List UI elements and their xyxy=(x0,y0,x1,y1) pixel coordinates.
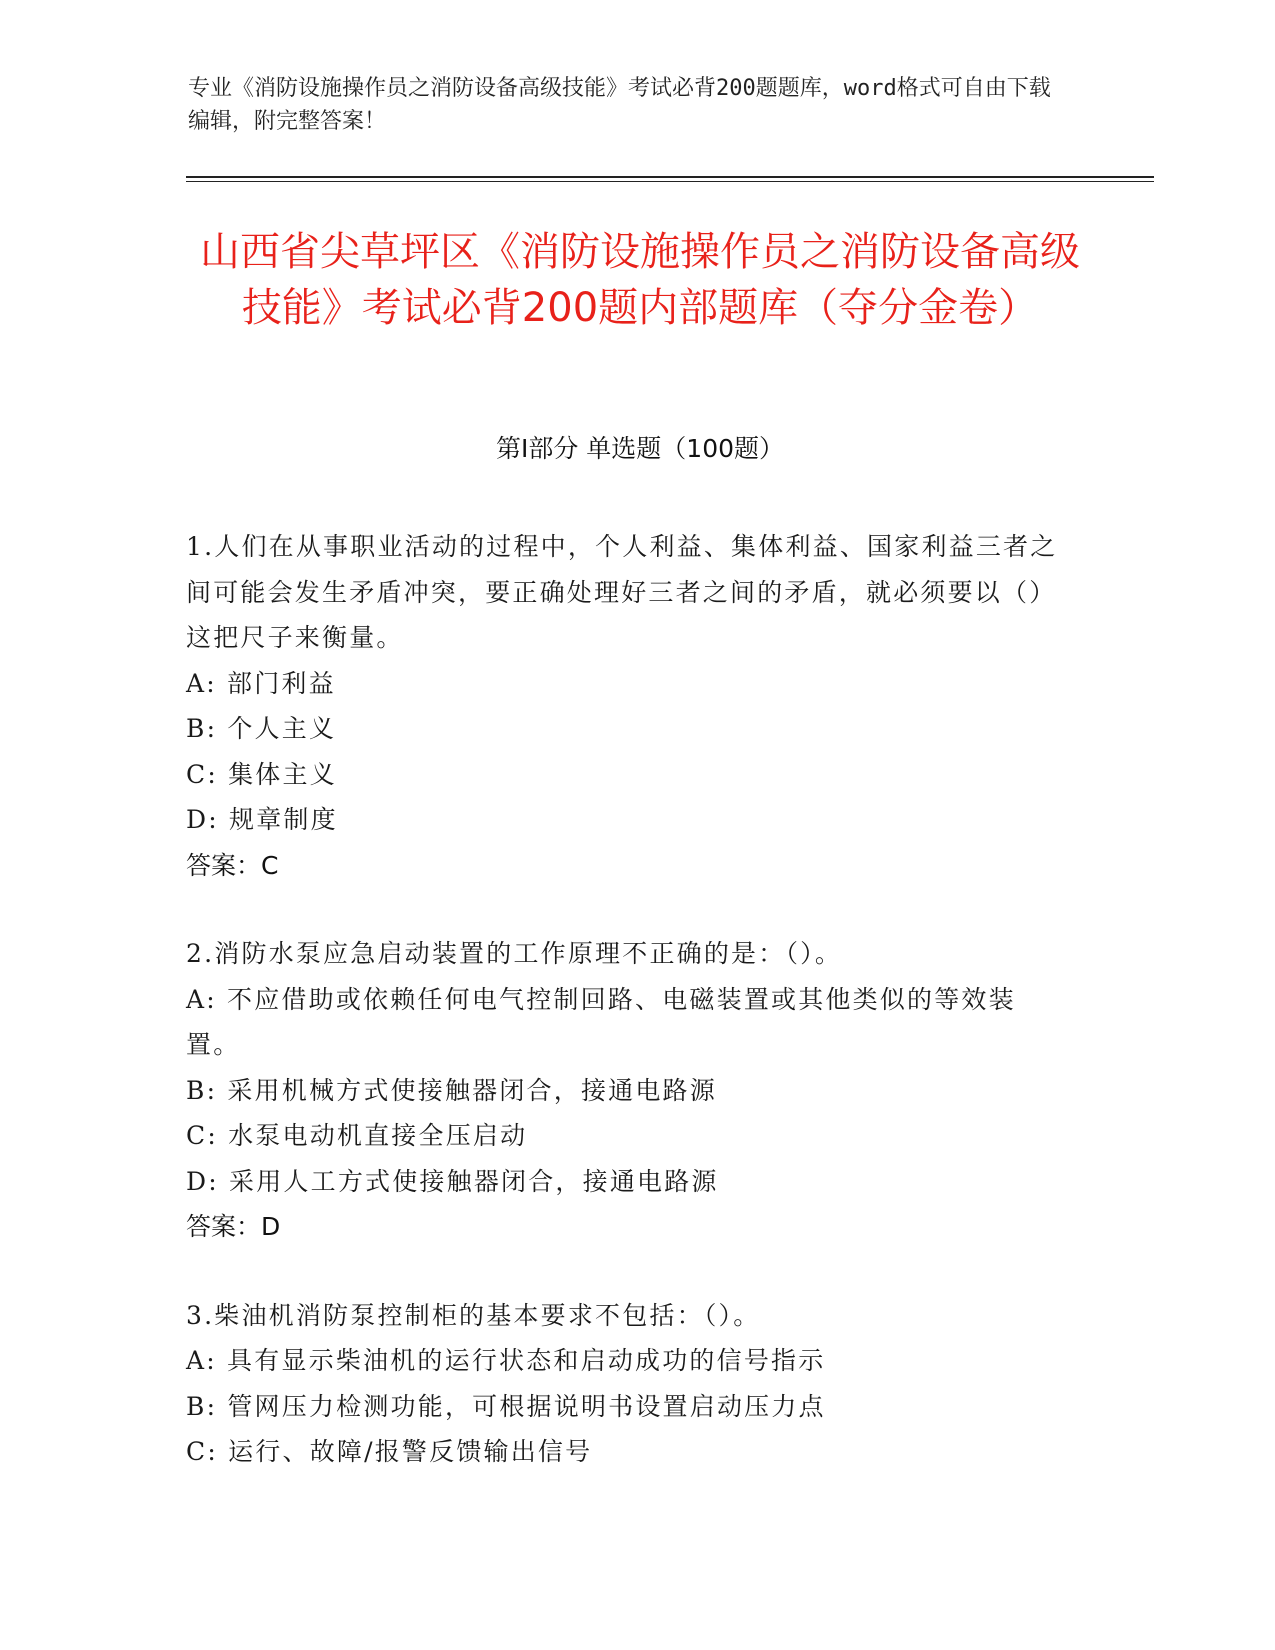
option-c: C: 水泵电动机直接全压启动 xyxy=(186,1121,528,1150)
option-a: A: 具有显示柴油机的运行状态和启动成功的信号指示 xyxy=(186,1346,826,1375)
document-title: 山西省尖草坪区《消防设施操作员之消防设备高级技能》考试必背200题内部题库（夺分金卷） xyxy=(200,229,1080,331)
option-b: B: 个人主义 xyxy=(186,714,337,743)
option-b: B: 采用机械方式使接触器闭合，接通电路源 xyxy=(186,1075,717,1105)
option-c: C: 运行、故障/报警反馈输出信号 xyxy=(186,1437,593,1466)
answer: 答案：D xyxy=(186,1212,281,1241)
option-a: A: 部门利益 xyxy=(186,668,336,698)
question-3 xyxy=(186,1293,1066,1475)
header-rule-thick xyxy=(186,176,1154,178)
question-stem: 3.柴油机消防泵控制柜的基本要求不包括：（）。 xyxy=(186,1300,761,1330)
section-title: 第Ⅰ部分 单选题（100题） xyxy=(495,434,785,463)
option-d: D: 规章制度 xyxy=(186,805,338,834)
question-stem: 2.消防水泵应急启动装置的工作原理不正确的是：（）。 xyxy=(186,939,843,968)
option-b: B: 管网压力检测功能，可根据说明书设置启动压力点 xyxy=(186,1391,826,1421)
question-2 xyxy=(186,931,1066,1250)
header-rule-thin xyxy=(186,181,1154,182)
option-c: C: 集体主义 xyxy=(186,759,337,789)
header-note: 专业《消防设施操作员之消防设备高级技能》考试必背200题题库，word格式可自由下载编辑，附完整答案！ xyxy=(188,76,1051,134)
question-stem: 1.人们在从事职业活动的过程中，个人利益、集体利益、国家利益三者之间可能会发生矛盾冲突，要正确处理好三者之间的矛盾，就必须要以（）这把尺子来衡量。 xyxy=(186,532,1058,652)
option-d: D: 采用人工方式使接触器闭合，接通电路源 xyxy=(186,1166,719,1196)
answer: 答案：C xyxy=(186,850,279,880)
question-list xyxy=(186,524,1066,1518)
option-a: A: 不应借助或依赖任何电气控制回路、电磁装置或其他类似的等效装置。 xyxy=(186,984,1016,1059)
question-1 xyxy=(186,524,1066,888)
